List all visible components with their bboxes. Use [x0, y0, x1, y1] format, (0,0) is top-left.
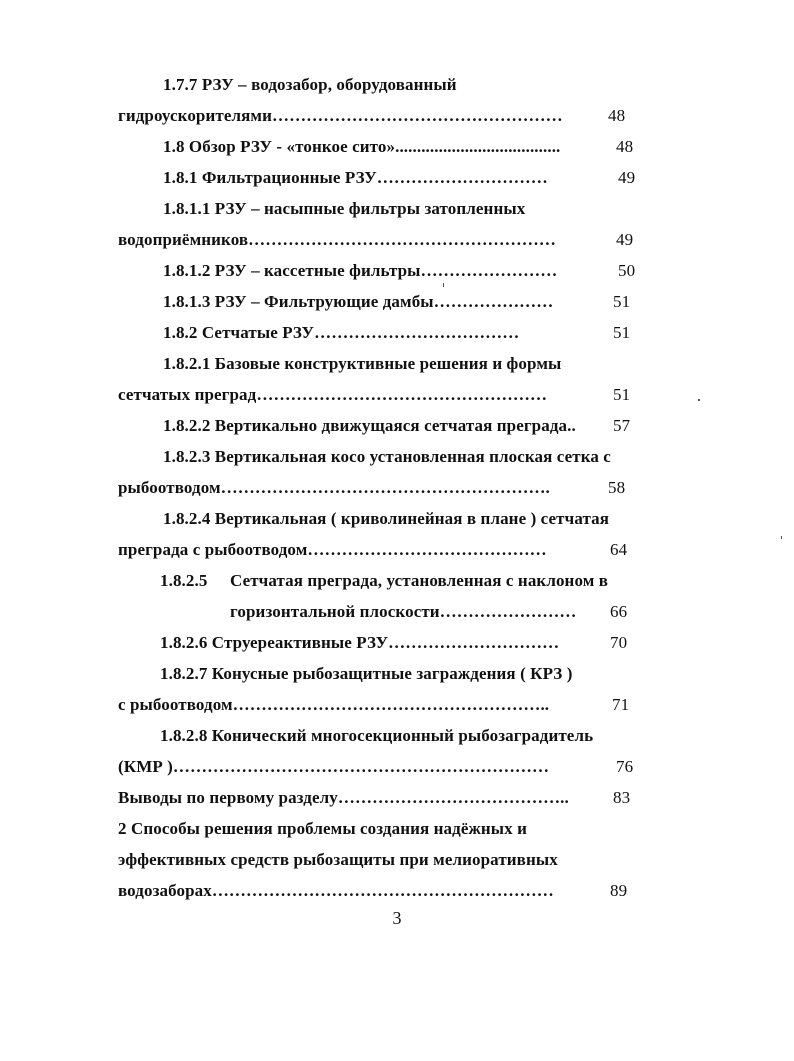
toc-line [0, 411, 794, 441]
toc-page-number: 51 [613, 323, 631, 342]
toc-line [0, 163, 794, 193]
toc-page-number: 51 [613, 385, 631, 404]
toc-page-number: 49 [618, 168, 636, 187]
toc-text: 1.8.2.6 Струереактивные РЗУ………………………… [160, 633, 560, 652]
toc-text: 1.8.2.4 Вертикальная ( криволинейная в плане ) сетчатая [163, 509, 610, 528]
toc-line [0, 504, 794, 534]
toc-text: эффективных средств рыбозащиты при мелиоративных [118, 850, 558, 869]
toc-text: (КМР )………………………………………………………… [118, 757, 550, 776]
toc-page-number: 70 [610, 633, 628, 652]
toc-number: 1.8.2.5 [160, 571, 208, 590]
scan-speck [443, 283, 444, 287]
toc-line [0, 225, 794, 255]
toc-line [0, 318, 794, 348]
toc-text: 1.8.2.3 Вертикальная косо установленная плоская сетка с [163, 447, 611, 466]
toc-page-number: 48 [616, 137, 634, 156]
toc-line [0, 659, 794, 689]
page-number: 3 [392, 908, 402, 928]
toc-line [0, 70, 794, 100]
toc-text: 1.7.7 РЗУ – водозабор, оборудованный [163, 75, 457, 94]
toc-page-number: 76 [616, 757, 634, 776]
toc-line [0, 473, 794, 503]
toc-line [0, 566, 794, 596]
toc-line [0, 752, 794, 782]
toc-text: 1.8.2 Сетчатые РЗУ……………………………… [163, 323, 520, 342]
toc-text: с рыбоотводом……………………………………………….. [118, 695, 550, 714]
toc-text: гидроускорителями…………………………………………… [118, 106, 563, 125]
scan-speck [698, 399, 700, 401]
toc-line [0, 783, 794, 813]
toc-text: 2 Способы решения проблемы создания надёжных и [118, 819, 528, 838]
toc-line [0, 256, 794, 286]
toc-text: сетчатых преград…………………………………………… [118, 385, 548, 404]
toc-page-number: 83 [613, 788, 631, 807]
toc-line [0, 597, 794, 627]
toc-text: 1.8.1.3 РЗУ – Фильтрующие дамбы………………… [163, 292, 554, 311]
toc-text: 1.8.2.2 Вертикально движущаяся сетчатая преграда.. [163, 416, 576, 435]
toc-text: 1.8.1.2 РЗУ – кассетные фильтры…………………… [163, 261, 558, 280]
toc-text: преграда с рыбоотводом…………………………………… [118, 540, 547, 559]
toc-line [0, 194, 794, 224]
toc-page-number: 64 [610, 540, 628, 559]
toc-text: водозаборах…………………………………………………… [118, 881, 554, 900]
toc-text: 1.8.1 Фильтрационные РЗУ………………………… [163, 168, 548, 187]
toc-page-number: 50 [618, 261, 636, 280]
toc-line [0, 101, 794, 131]
toc-line [0, 535, 794, 565]
toc-text: водоприёмников……………………………………………… [118, 230, 556, 249]
toc-page-number: 66 [610, 602, 628, 621]
toc-line [0, 876, 794, 906]
toc-page-number: 57 [613, 416, 631, 435]
toc-page-number: 89 [610, 881, 628, 900]
toc-line [0, 845, 794, 875]
toc-line [0, 721, 794, 751]
toc-line [0, 287, 794, 317]
toc-text: 1.8.2.8 Конический многосекционный рыбозаградитель [160, 726, 594, 745]
toc-line [0, 814, 794, 844]
toc-line [0, 690, 794, 720]
toc-text: 1.8 Обзор РЗУ - «тонкое сито»...................................... [163, 137, 561, 156]
toc-page-number: 58 [608, 478, 626, 497]
toc-text: 1.8.1.1 РЗУ – насыпные фильтры затопленных [163, 199, 526, 218]
toc-text: горизонтальной плоскости…………………… [230, 602, 577, 621]
toc-page-number: 51 [613, 292, 631, 311]
toc-text: 1.8.2.7 Конусные рыбозащитные заграждения ( КРЗ ) [160, 664, 573, 683]
toc-line [0, 349, 794, 379]
toc-text: рыбоотводом…………………………………………………. [118, 478, 550, 497]
toc-line [0, 442, 794, 472]
toc-text: Выводы по первому разделу………………………………….. [118, 788, 569, 807]
toc-line [0, 380, 794, 410]
toc-page-number: 48 [608, 106, 626, 125]
toc-text: Сетчатая преграда, установленная с наклоном в [230, 571, 609, 590]
toc-page-number: 49 [616, 230, 634, 249]
toc-line [0, 628, 794, 658]
toc-page-number: 71 [612, 695, 630, 714]
scan-speck [781, 536, 782, 539]
toc-line [0, 132, 794, 162]
toc-text: 1.8.2.1 Базовые конструктивные решения и формы [163, 354, 562, 373]
